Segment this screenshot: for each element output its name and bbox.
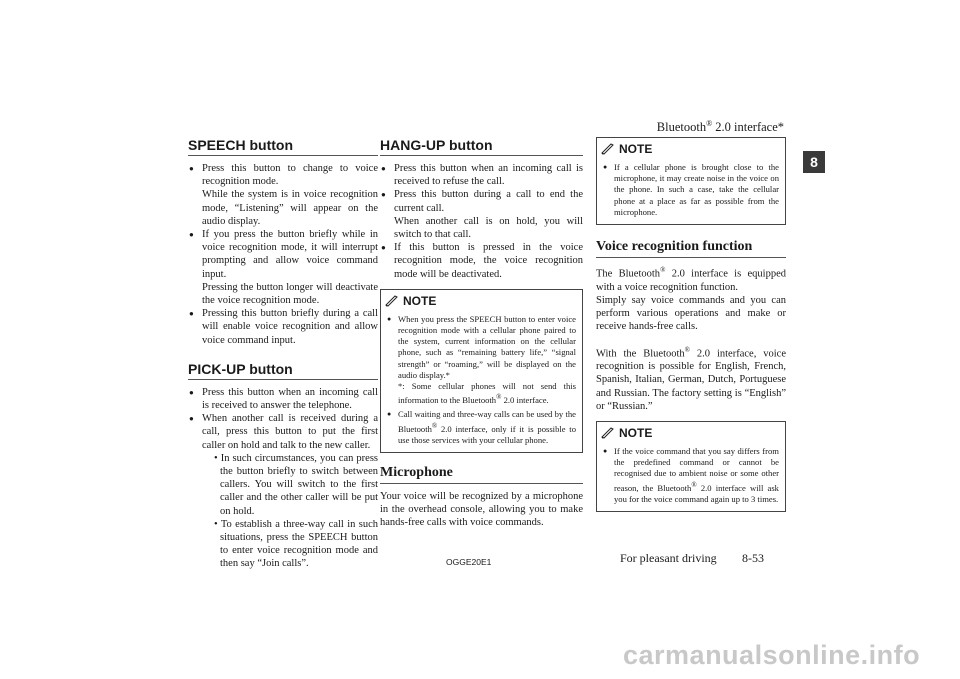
column-left xyxy=(188,137,378,571)
note-box xyxy=(596,137,786,225)
microphone-text: Your voice will be recognized by a microphone in the overhead console, allowing you to make hands-free calls with voice commands. xyxy=(380,490,583,529)
running-header: Bluetooth® 2.0 interface* xyxy=(656,119,784,135)
chapter-tab: 8 xyxy=(803,151,825,173)
note-label: NOTE xyxy=(403,293,437,308)
list-item: ● Press this button to change to voice recognition mode. While the system is in voice recognition mode, “Listening” will appear on the audio display. xyxy=(188,162,378,228)
microphone-heading: Microphone xyxy=(380,465,583,484)
pencil-icon xyxy=(601,427,615,439)
note-item: ● If a cellular phone is brought close to the microphone, it may create noise in the voice on the phone. In such a case, take the cellular phone at a place as far as possible from the microphone. xyxy=(603,162,779,218)
watermark: carmanualsonline.info xyxy=(623,640,921,670)
voice-heading: Voice recognition function xyxy=(596,239,786,258)
note-item: ● Call waiting and three-way calls can be used by the Bluetooth® 2.0 interface, only if it is possible to use those services with your cellular phone. xyxy=(387,409,576,445)
list-item: ● Press this button during a call to end the current call. When another call is on hold, you will switch to that call. xyxy=(380,188,583,241)
sub-item: • To establish a three-way call in such situations, press the SPEECH button to enter voice recognition mode and then say “Join calls”. xyxy=(214,518,378,570)
list-item: ● If this button is pressed in the voice recognition mode, the voice recognition mode will be deactivated. xyxy=(380,241,583,281)
document-code: OGGE20E1 xyxy=(446,557,492,567)
list-item: ● Pressing this button briefly during a call will enable voice recognition and allow voice command input. xyxy=(188,307,378,347)
hangup-heading: HANG-UP button xyxy=(380,137,583,156)
note-item: ● When you press the SPEECH button to enter voice recognition mode with a cellular phone paired to the system, current information on the cellular phone, such as “remaining battery life,” “signal strength” or “roaming,” will be displayed on the audio display.* *: Some cellular phones will not send this information to the Bluetooth® 2.0 interface. xyxy=(387,314,576,406)
list-item: ● Press this button when an incoming call is received to answer the telephone. xyxy=(188,386,378,412)
pencil-icon xyxy=(385,295,399,307)
list-item: ● Press this button when an incoming call is received to refuse the call. xyxy=(380,162,583,188)
voice-para: Simply say voice commands and you can perform various operations and make or receive hands-free calls. xyxy=(596,294,786,333)
note-box xyxy=(596,421,786,512)
note-label: NOTE xyxy=(619,142,653,156)
note-box xyxy=(380,289,583,453)
list-item: ● When another call is received during a call, press this button to put the first caller on hold and talk to the new caller. • In such circumstances, you can press the button briefly to switch between callers. You will switch to the first caller and the other caller will be put on hold. • To establish a three-way call in such situations, press the SPEECH button to enter voice recognition mode and then say “Join calls”. xyxy=(188,412,378,570)
note-label: NOTE xyxy=(619,426,653,441)
pencil-icon xyxy=(601,143,615,155)
note-item: ● If the voice command that you say differs from the predefined command or cannot be recognised due to ambient noise or some other reason, the Bluetooth® 2.0 interface will ask you for the voice command again up to 3 times. xyxy=(603,446,779,505)
list-item: ● If you press the button briefly while in voice recognition mode, it will interrupt prompting and allow voice command input. Pressing the button longer will deactivate the voice recognition mode. xyxy=(188,228,378,307)
pickup-heading: PICK-UP button xyxy=(188,361,378,380)
page-number: 8-53 xyxy=(742,551,764,565)
column-right xyxy=(596,137,786,512)
speech-heading: SPEECH button xyxy=(188,137,378,156)
sub-item: • In such circumstances, you can press the button briefly to switch between callers. You will switch to the first caller and the other caller will be put on hold. xyxy=(214,452,378,517)
voice-para: With the Bluetooth® 2.0 interface, voice recognition is possible for English, French, Spanish, Italian, German, Dutch, Portuguese and Russian. The factory setting is “English” or “Russian.” xyxy=(596,345,786,412)
voice-para: The Bluetooth® 2.0 interface is equipped with a voice recognition function. xyxy=(596,266,786,293)
column-middle xyxy=(380,137,583,529)
section-name: For pleasant driving xyxy=(620,551,717,565)
